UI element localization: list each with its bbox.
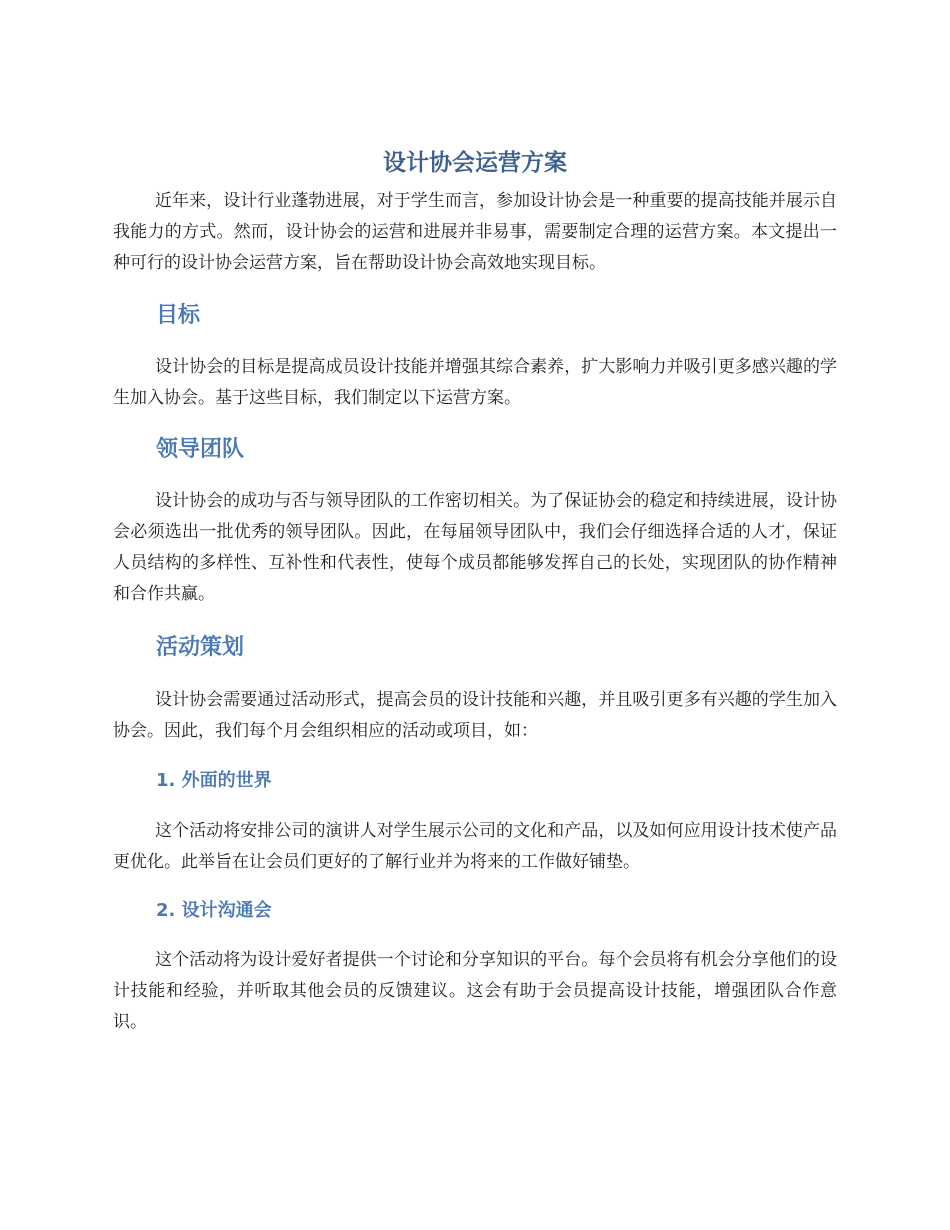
section-body-activities: 设计协会需要通过活动形式，提高会员的设计技能和兴趣，并且吸引更多有兴趣的学生加入协会。因此，我们每个月会组织相应的活动或项目，如： — [113, 690, 837, 741]
section-body-leadership: 设计协会的成功与否与领导团队的工作密切相关。为了保证协会的稳定和持续进展，设计协会必须选出一批优秀的领导团队。因此，在每届领导团队中，我们会仔细选择合适的人才，保证人员结构的多样性、互补性和代表性，使每个成员都能够发挥自己的长处，实现团队的协作精神和合作共赢。 — [113, 491, 837, 604]
subsection-body-design-meeting: 这个活动将为设计爱好者提供一个讨论和分享知识的平台。每个会员将有机会分享他们的设计技能和经验，并听取其他会员的反馈建议。这会有助于会员提高设计技能，增强团队合作意识。 — [113, 950, 837, 1032]
intro-paragraph: 近年来，设计行业蓬勃进展，对于学生而言，参加设计协会是一种重要的提高技能并展示自我能力的方式。然而，设计协会的运营和进展并非易事，需要制定合理的运营方案。本文提出一种可行的设计协会运营方案，旨在帮助设计协会高效地实现目标。 — [113, 191, 837, 273]
subsection-body-outside-world: 这个活动将安排公司的演讲人对学生展示公司的文化和产品，以及如何应用设计技术使产品更优化。此举旨在让会员们更好的了解行业并为将来的工作做好铺垫。 — [113, 821, 837, 872]
document-title: 设计协会运营方案 — [383, 150, 567, 176]
section-heading-goals: 目标 — [156, 303, 201, 328]
section-heading-activities: 活动策划 — [156, 635, 245, 660]
subsection-heading-design-meeting: 2. 设计沟通会 — [156, 900, 272, 921]
section-heading-leadership: 领导团队 — [156, 437, 245, 462]
subsection-heading-outside-world: 1. 外面的世界 — [156, 770, 272, 791]
section-body-goals: 设计协会的目标是提高成员设计技能并增强其综合素养，扩大影响力并吸引更多感兴趣的学生加入协会。基于这些目标，我们制定以下运营方案。 — [113, 357, 837, 408]
